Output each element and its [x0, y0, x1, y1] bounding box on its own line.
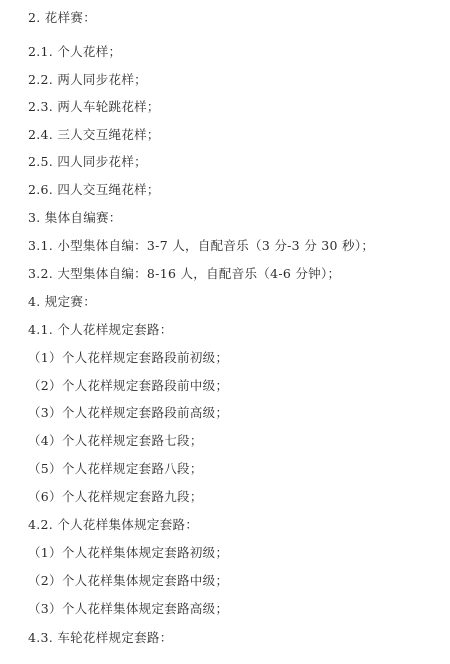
- list-item: （3）个人花样规定套路段前高级；: [28, 405, 229, 420]
- list-item: 3.2. 大型集体自编：8-16 人，自配音乐（4-6 分钟）；: [28, 266, 341, 281]
- list-item: 3.1. 小型集体自编：3-7 人，自配音乐（3 分-3 分 30 秒）；: [28, 238, 375, 253]
- list-item: 2.3. 两人车轮跳花样；: [28, 99, 160, 114]
- list-item: 2.2. 两人同步花样；: [28, 72, 147, 87]
- list-item: （5）个人花样规定套路八段；: [28, 461, 203, 476]
- subheading-line: 4.3. 车轮花样规定套路：: [28, 630, 173, 645]
- heading-line: 3. 集体自编赛：: [28, 210, 122, 225]
- heading-line: 4. 规定赛：: [28, 294, 96, 309]
- list-item: （3）个人花样集体规定套路高级；: [28, 601, 229, 616]
- list-item: （1）个人花样集体规定套路初级；: [28, 545, 229, 560]
- list-item: （6）个人花样规定套路九段；: [28, 489, 203, 504]
- list-item: 2.6. 四人交互绳花样；: [28, 182, 160, 197]
- list-item: （1）个人花样规定套路段前初级；: [28, 350, 229, 365]
- list-item: 2.5. 四人同步花样；: [28, 154, 147, 169]
- list-item: （2）个人花样规定套路段前中级；: [28, 378, 229, 393]
- subheading-line: 4.1. 个人花样规定套路：: [28, 322, 173, 337]
- list-item: 2.1. 个人花样；: [28, 44, 122, 59]
- subheading-line: 4.2. 个人花样集体规定套路：: [28, 517, 199, 532]
- list-item: （2）个人花样集体规定套路中级；: [28, 573, 229, 588]
- heading-line: 2. 花样赛：: [28, 10, 96, 25]
- list-item: （4）个人花样规定套路七段；: [28, 433, 203, 448]
- list-item: 2.4. 三人交互绳花样；: [28, 127, 160, 142]
